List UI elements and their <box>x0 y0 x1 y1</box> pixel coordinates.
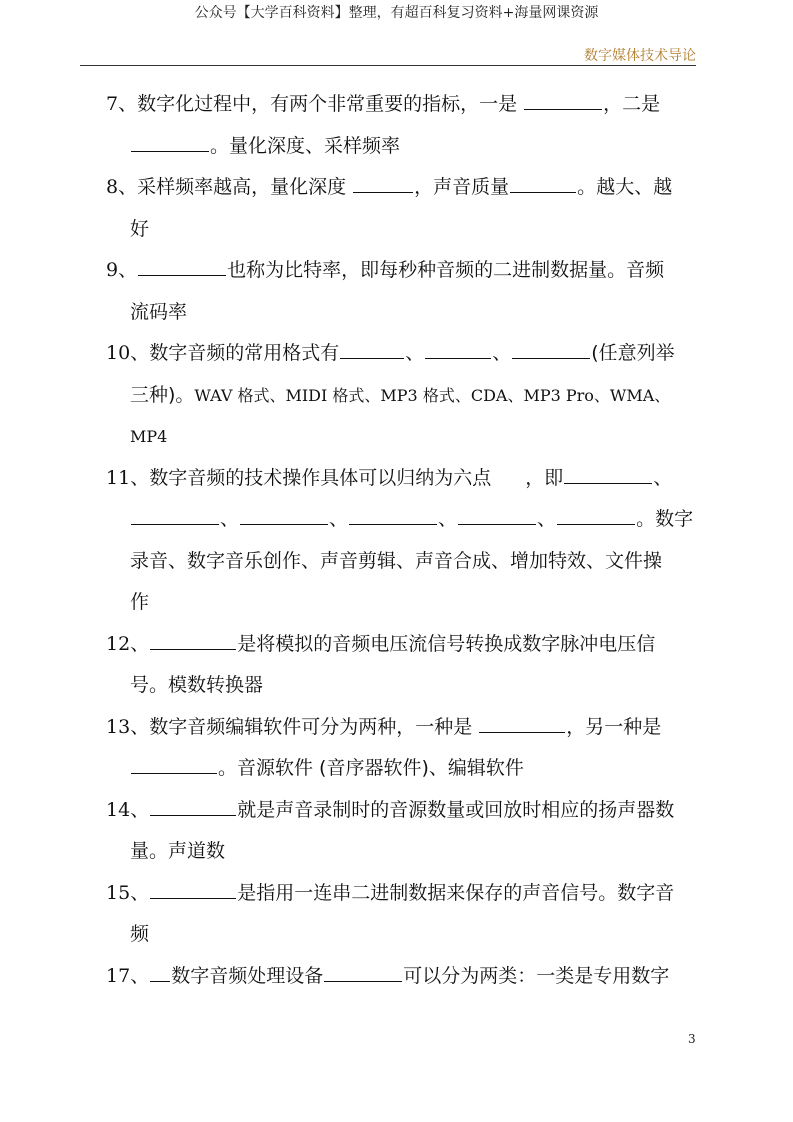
question-text: 、 <box>405 342 425 364</box>
header-rule <box>80 65 696 66</box>
answer-text: 好 <box>130 217 150 240</box>
question-text: 是将模拟的音频电压流信号转换成数字脉冲电压信 <box>237 632 656 655</box>
question-text: 数字化过程中，有两个非常重要的指标，一是 <box>137 93 524 115</box>
question-separator: 、 <box>130 715 150 738</box>
answer-blank[interactable] <box>353 173 413 193</box>
question-number: 11 <box>106 466 131 489</box>
question-11 <box>106 458 696 624</box>
question-separator: 、 <box>118 93 138 115</box>
question-text: 就是声音录制时的音源数量或回放时相应的扬声器数 <box>237 798 675 821</box>
question-separator: 、 <box>130 798 150 821</box>
question-text: ，另一种是 <box>566 715 662 738</box>
answer-blank[interactable] <box>324 962 402 982</box>
question-text: 、 <box>438 508 458 530</box>
answer-text: 频 <box>130 923 150 945</box>
answer-blank[interactable] <box>479 713 565 733</box>
answer-text: 数字音 <box>617 881 675 904</box>
answer-blank[interactable] <box>458 505 536 525</box>
question-number: 9 <box>106 259 119 281</box>
question-text: 号。 <box>130 674 169 696</box>
question-9 <box>106 250 696 333</box>
answer-text: 量化深度、采样频率 <box>229 134 401 157</box>
answer-blank[interactable] <box>557 505 635 525</box>
question-number: 10 <box>106 342 131 364</box>
question-text: ，二是 <box>603 93 661 115</box>
answer-blank[interactable] <box>510 173 576 193</box>
answer-text: 录音、数字音乐创作、声音剪辑、声音合成、增加特效、文件操 <box>130 549 663 572</box>
question-13 <box>106 707 696 790</box>
answer-blank[interactable] <box>564 464 652 484</box>
question-text: 、 <box>537 508 557 530</box>
question-text: 也称为比特率，即每秒种音频的二进制数据量。 <box>227 259 627 281</box>
answer-text: MP4 <box>130 427 168 446</box>
question-number: 12 <box>106 632 131 655</box>
question-number: 8 <box>106 176 119 198</box>
question-separator: 、 <box>118 259 138 281</box>
answer-blank[interactable] <box>349 505 437 525</box>
question-8 <box>106 167 696 250</box>
question-10 <box>106 333 696 458</box>
question-15 <box>106 873 696 956</box>
answer-blank[interactable] <box>340 339 404 359</box>
question-14 <box>106 790 696 873</box>
answer-text: 模数转换器 <box>168 674 264 696</box>
answer-blank[interactable] <box>131 505 219 525</box>
question-separator: 、 <box>130 632 150 655</box>
answer-blank[interactable] <box>150 879 236 899</box>
question-number: 7 <box>106 93 119 115</box>
question-number: 17 <box>106 964 131 987</box>
question-text: 三种)。 <box>130 383 195 406</box>
question-text: 、 <box>220 508 240 530</box>
answer-blank[interactable] <box>425 339 491 359</box>
question-list <box>106 84 696 997</box>
question-separator: 、 <box>130 466 150 489</box>
answer-text: 声道数 <box>168 840 226 862</box>
answer-blank[interactable] <box>512 339 590 359</box>
question-number: 13 <box>106 715 131 738</box>
question-text: 数字音频的技术操作具体可以归纳为六点 <box>149 466 492 489</box>
answer-blank[interactable] <box>524 90 602 110</box>
answer-blank[interactable] <box>240 505 328 525</box>
question-separator: 、 <box>118 176 138 198</box>
question-7 <box>106 84 696 167</box>
answer-text: 数字音频处理设备 <box>171 964 324 987</box>
question-text: 采样频率越高，量化深度 <box>137 176 353 198</box>
question-text: ，即 <box>525 466 564 489</box>
question-12 <box>106 624 696 707</box>
question-separator: 、 <box>130 964 150 987</box>
answer-blank[interactable] <box>138 256 226 276</box>
answer-blank[interactable] <box>150 962 170 982</box>
question-text: 。 <box>218 757 238 779</box>
answer-text: 数字 <box>655 508 694 530</box>
question-text: 、 <box>653 466 673 489</box>
answer-blank[interactable] <box>150 796 236 816</box>
question-text: 。 <box>636 508 656 530</box>
answer-blank[interactable] <box>131 132 209 152</box>
question-text: 数字音频的常用格式有 <box>149 342 340 364</box>
question-text: ，声音质量 <box>414 176 510 198</box>
question-number: 15 <box>106 881 131 904</box>
answer-blank[interactable] <box>131 754 217 774</box>
question-text: 可以分为两类：一类是专用数字 <box>403 964 670 987</box>
header-title: 数字媒体技术导论 <box>584 48 696 64</box>
question-17 <box>106 956 696 998</box>
answer-text: 流码率 <box>130 300 188 323</box>
top-banner: 公众号【大学百科资料】整理，有超百科复习资料+海量网课资源 <box>194 5 599 21</box>
question-text: 。 <box>210 134 230 157</box>
question-text: 、 <box>492 342 512 364</box>
answer-text: WAV 格式、MIDI 格式、MP3 格式、CDA、MP3 Pro、WMA、 <box>194 385 671 405</box>
answer-text: 作 <box>130 591 150 613</box>
question-separator: 、 <box>130 881 150 904</box>
question-separator: 、 <box>130 342 150 364</box>
question-text: 量。 <box>130 840 169 862</box>
answer-blank[interactable] <box>150 630 236 650</box>
question-text: 是指用一连串二进制数据来保存的声音信号。 <box>237 881 618 904</box>
question-text: 数字音频编辑软件可分为两种，一种是 <box>149 715 479 738</box>
question-number: 14 <box>106 798 131 821</box>
question-text: 。 <box>577 176 597 198</box>
question-text: 、 <box>329 508 349 530</box>
answer-text: 音频 <box>626 259 665 281</box>
answer-text: 音源软件 (音序器软件)、编辑软件 <box>237 757 524 779</box>
answer-text: 越大、越 <box>596 176 673 198</box>
page-number: 3 <box>688 1032 696 1046</box>
question-text: (任意列举 <box>591 342 675 364</box>
